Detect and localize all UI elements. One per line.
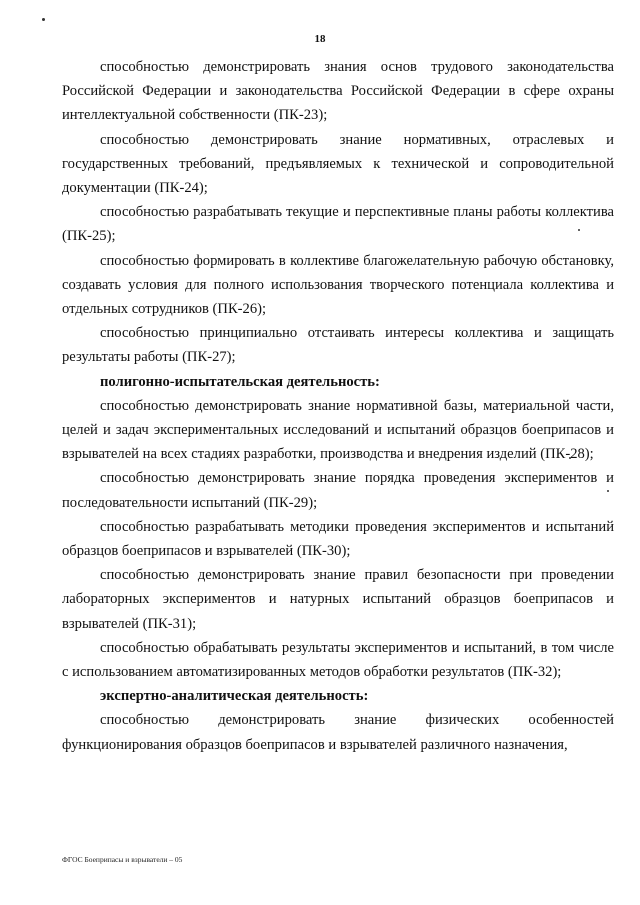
section-heading-testing: полигонно-испытательская деятельность: (100, 373, 380, 390)
paragraph-pk-32: способностью обрабатывать результаты экспериментов и испытаний, в том числе с использованием автоматизированных методов обработки результатов (ПК-32); (62, 639, 614, 681)
paragraph-physical-features: способностью демонстрировать знание физических особенностей функционирования образцов боеприпасов и взрывателей различного назначения, (62, 712, 614, 753)
paragraph-pk-28: способностью демонстрировать знание нормативной базы, материальной части, целей и задач экспериментальных исследований и испытаний образцов боеприпасов и взрывателей на всех стадиях разработки, производства и внедрения изделий (ПК-28); (62, 397, 614, 463)
paragraph-pk-24: способностью демонстрировать знание нормативных, отраслевых и государственных требований, предъявляемых к технической и сопроводительной документации (ПК-24); (62, 131, 614, 197)
paragraph-pk-25: способностью разрабатывать текущие и перспективные планы работы коллектива (ПК-25); (62, 204, 614, 245)
paragraph-pk-30: способностью разрабатывать методики проведения экспериментов и испытаний образцов боеприпасов и взрывателей (ПК-30); (62, 518, 614, 560)
page-body (62, 55, 614, 757)
paragraph-pk-26: способностью формировать в коллективе благожелательную рабочую обстановку, создавать условия для полного использования творческого потенциала коллектива и отдельных сотрудников (ПК-26); (62, 252, 614, 318)
paragraph-pk-23: способностью демонстрировать знания основ трудового законодательства Российской Федерации и законодательства Российской Федерации в сфере охраны интеллектуальной собственности (ПК-23); (62, 59, 614, 124)
paragraph-pk-27: способностью принципиально отстаивать интересы коллектива и защищать результаты работы (ПК-27); (62, 325, 614, 366)
paragraph-pk-29: способностью демонстрировать знание порядка проведения экспериментов и последовательности испытаний (ПК-29); (62, 470, 614, 511)
section-heading-expert: экспертно-аналитическая деятельность: (100, 688, 369, 705)
page-number: 18 (314, 33, 326, 45)
footer-label: ФГОС Боеприпасы и взрыватели – 05 (62, 855, 183, 864)
paragraph-pk-31: способностью демонстрировать знание правил безопасности при проведении лабораторных экспериментов и натурных испытаний образцов боеприпасов и взрывателей (ПК-31); (62, 567, 614, 632)
scan-speck (42, 18, 45, 21)
